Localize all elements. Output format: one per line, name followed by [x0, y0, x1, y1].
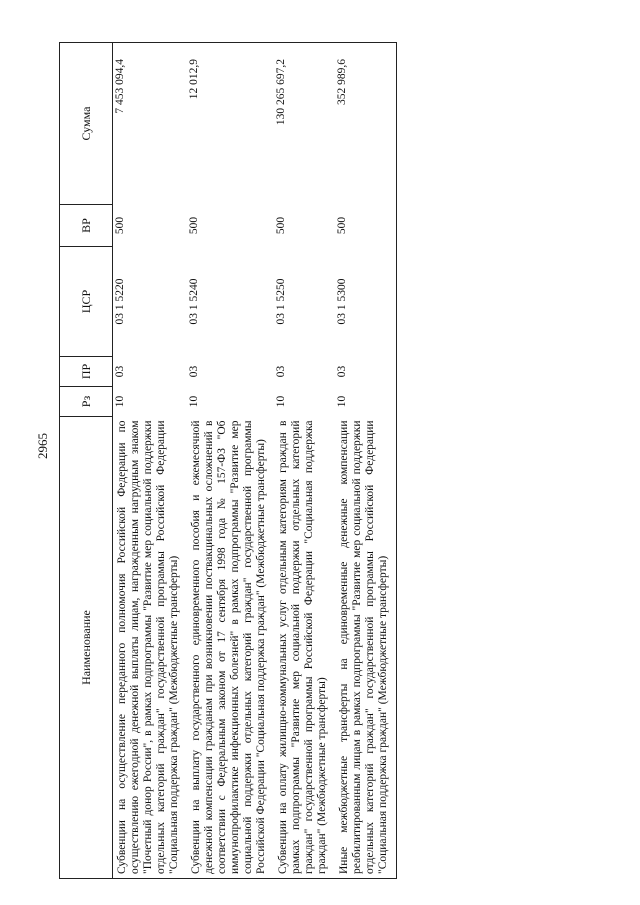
header-csr: ЦСР: [60, 247, 113, 357]
row-rz: 10: [335, 387, 397, 417]
row-rz: 10: [275, 395, 287, 408]
header-sum: Сумма: [60, 43, 113, 205]
table-row: [187, 43, 274, 879]
table-row: [274, 43, 335, 879]
row-pr: 03: [335, 357, 397, 387]
row-name: Субвенции на оплату жилищно-коммунальных услуг отдельным категориям граждан в рамках подпрограммы "Развитие мер социальной поддержки отдельных категорий граждан" государственной программы Российской Федерации "Социальная поддержка граждан" (Межбюджетные трансферты): [274, 417, 335, 879]
header-vr: ВР: [60, 205, 113, 247]
page-number: 2965: [35, 433, 50, 459]
row-rz: 10: [114, 395, 126, 408]
row-csr: 03 1 5240: [188, 278, 200, 325]
row-sum: 7 453 094,4: [113, 43, 188, 205]
row-vr: 500: [188, 216, 200, 235]
row-pr: 03: [114, 365, 126, 378]
header-pr: ПР: [60, 357, 113, 387]
row-name: Субвенции на выплату государственного единовременного пособия и ежемесячной денежной компенсации гражданам при возникновении поствакцинальных осложнений в соответствии с Федеральным законом от 17 сентября 1998 года № 157-ФЗ "Об иммунопрофилактике инфекционных болезней" в рамках подпрограммы "Развитие мер социальной поддержки отдельных категорий граждан" государственной программы Российской Федерации "Социальная поддержка граждан" (Межбюджетные трансферты): [187, 417, 274, 879]
row-vr: 500: [114, 216, 126, 235]
header-rz: Рз: [60, 387, 113, 417]
budget-table: [59, 42, 397, 879]
row-csr: 03 1 5220: [114, 278, 126, 325]
table-header-row: [60, 43, 113, 879]
row-name: Субвенции на осуществление переданного полномочия Российской Федерации по осуществлению ежегодной денежной выплаты лицам, награжденным нагрудным знаком "Почетный донор России", в рамках подпрограммы "Развитие мер социальной поддержки отдельных категорий граждан" государственной программы Российской Федерации "Социальная поддержка граждан" (Межбюджетные трансферты): [113, 417, 188, 879]
row-sum: 130 265 697,2: [274, 43, 335, 205]
row-name: Иные межбюджетные трансферты на единовременные денежные компенсации реабилитированным лицам в рамках подпрограммы "Развитие мер социальной поддержки отдельных категорий граждан" государственной программы Российской Федерации "Социальная поддержка граждан" (Межбюджетные трансферты): [335, 417, 397, 879]
rotated-table-container: [59, 43, 579, 879]
row-sum: 12 012,9: [187, 43, 274, 205]
row-vr: 500: [275, 216, 287, 235]
table-row: [335, 43, 397, 879]
row-pr: 03: [188, 365, 200, 378]
row-csr: 03 1 5250: [275, 278, 287, 325]
header-name: Наименование: [60, 417, 113, 879]
row-vr: 500: [335, 205, 397, 247]
row-sum: 352 989,6: [335, 43, 397, 205]
table-row: [113, 43, 188, 879]
row-rz: 10: [188, 395, 200, 408]
row-pr: 03: [275, 365, 287, 378]
row-csr: 03 1 5300: [335, 247, 397, 357]
